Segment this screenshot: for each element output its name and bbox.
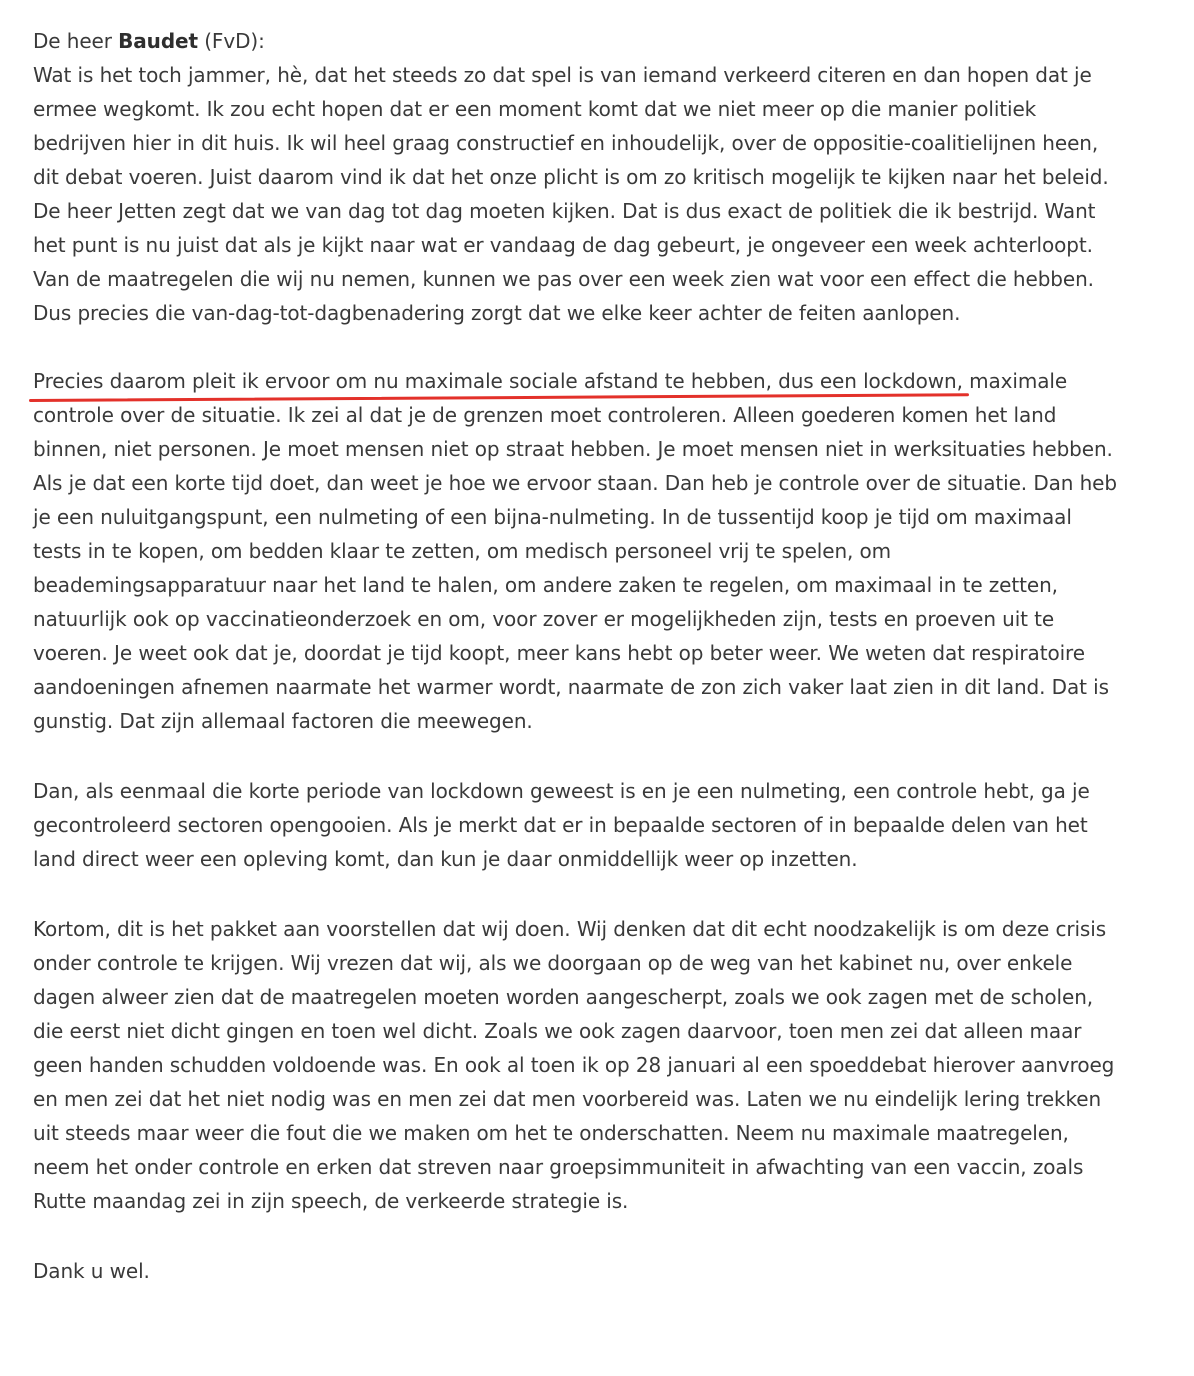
speaker-prefix: De heer — [33, 29, 112, 53]
text-line: Kortom, dit is het pakket aan voorstellen dat wij doen. Wij denken dat dit echt noodzakelijk is om deze crisis — [33, 917, 1107, 941]
text-line: onder controle te krijgen. Wij vrezen dat wij, als we doorgaan op de weg van het kabinet nu, over enkele — [33, 951, 1073, 975]
speaker-name: Baudet — [118, 29, 198, 53]
text-line: geen handen schudden voldoende was. En ook al toen ik op 28 januari al een spoeddebat hierover aanvroeg — [33, 1053, 1115, 1077]
underlined-phrase — [33, 364, 963, 398]
text-line: Rutte maandag zei in zijn speech, de verkeerde strategie is. — [33, 1189, 629, 1213]
text-line: het punt is nu juist dat als je kijkt naar wat er vandaag de dag gebeurt, je ongeveer een week achterloopt. — [33, 233, 1093, 257]
text-line: aandoeningen afnemen naarmate het warmer wordt, naarmate de zon zich vaker laat zien in dit land. Dat is — [33, 675, 1109, 699]
speaker-party: (FvD): — [204, 29, 265, 53]
text-line: controle over de situatie. Ik zei al dat je de grenzen moet controleren. Alleen goederen komen het land — [33, 403, 1057, 427]
underlined-text: Precies daarom pleit ik ervoor om nu maximale sociale afstand te hebben, dus een lockdown, — [33, 369, 963, 393]
text-line: beademingsapparatuur naar het land te halen, om andere zaken te regelen, om maximaal in te zetten, — [33, 573, 1058, 597]
text-line: dit debat voeren. Juist daarom vind ik dat het onze plicht is om zo kritisch mogelijk te kijken naar het beleid. — [33, 165, 1109, 189]
text-line: binnen, niet personen. Je moet mensen niet op straat hebben. Je moet mensen niet in werksituaties hebben. — [33, 437, 1113, 461]
transcript-document — [33, 24, 1173, 1322]
text-line: De heer Jetten zegt dat we van dag tot dag moeten kijken. Dat is dus exact de politiek die ik bestrijd. Want — [33, 199, 1096, 223]
text-line: Als je dat een korte tijd doet, dan weet je hoe we ervoor staan. Dan heb je controle over de situatie. Dan heb — [33, 471, 1117, 495]
text-line: Van de maatregelen die wij nu nemen, kunnen we pas over een week zien wat voor een effect die hebben. — [33, 267, 1094, 291]
text-line: en men zei dat het niet nodig was en men zei dat men voorbereid was. Laten we nu eindelijk lering trekken — [33, 1087, 1102, 1111]
paragraph-2 — [33, 364, 1173, 738]
text-line: ermee wegkomt. Ik zou echt hopen dat er een moment komt dat we niet meer op die manier politiek — [33, 97, 1037, 121]
paragraph-3 — [33, 774, 1173, 876]
highlight-rest: maximale — [962, 369, 1068, 393]
text-line: natuurlijk ook op vaccinatieonderzoek en om, voor zover er mogelijkheden zijn, tests en proeven uit te — [33, 607, 1055, 631]
text-line: je een nuluitgangspunt, een nulmeting of een bijna-nulmeting. In de tussentijd koop je tijd om maximaal — [33, 505, 1072, 529]
text-line: tests in te kopen, om bedden klaar te zetten, om medisch personeel vrij te spelen, om — [33, 539, 892, 563]
text-line: gunstig. Dat zijn allemaal factoren die meewegen. — [33, 709, 533, 733]
highlighted-line — [33, 364, 1173, 398]
text-line: die eerst niet dicht gingen en toen wel dicht. Zoals we ook zagen daarvoor, toen men zei dat alleen maar — [33, 1019, 1082, 1043]
paragraph-1 — [33, 24, 1173, 330]
text-line: bedrijven hier in dit huis. Ik wil heel graag constructief en inhoudelijk, over de oppositie-coalitielijnen heen, — [33, 131, 1099, 155]
paragraph-5 — [33, 1254, 1173, 1288]
text-line: gecontroleerd sectoren opengooien. Als je merkt dat er in bepaalde sectoren of in bepaalde delen van het — [33, 813, 1088, 837]
text-line: voeren. Je weet ook dat je, doordat je tijd koopt, meer kans hebt op beter weer. We weten dat respiratoire — [33, 641, 1085, 665]
closing-line: Dank u wel. — [33, 1259, 150, 1283]
speaker-line — [33, 24, 1173, 58]
text-line: uit steeds maar weer die fout die we maken om het te onderschatten. Neem nu maximale maatregelen, — [33, 1121, 1069, 1145]
text-line: Dus precies die van-dag-tot-dagbenadering zorgt dat we elke keer achter de feiten aanlopen. — [33, 301, 961, 325]
text-line: dagen alweer zien dat de maatregelen moeten worden aangescherpt, zoals we ook zagen met de scholen, — [33, 985, 1094, 1009]
text-line: Dan, als eenmaal die korte periode van lockdown geweest is en je een nulmeting, een controle hebt, ga je — [33, 779, 1090, 803]
text-line: Wat is het toch jammer, hè, dat het steeds zo dat spel is van iemand verkeerd citeren en dan hopen dat je — [33, 63, 1092, 87]
text-line: neem het onder controle en erken dat streven naar groepsimmuniteit in afwachting van een vaccin, zoals — [33, 1155, 1084, 1179]
paragraph-4 — [33, 912, 1173, 1218]
text-line: land direct weer een opleving komt, dan kun je daar onmiddellijk weer op inzetten. — [33, 847, 858, 871]
